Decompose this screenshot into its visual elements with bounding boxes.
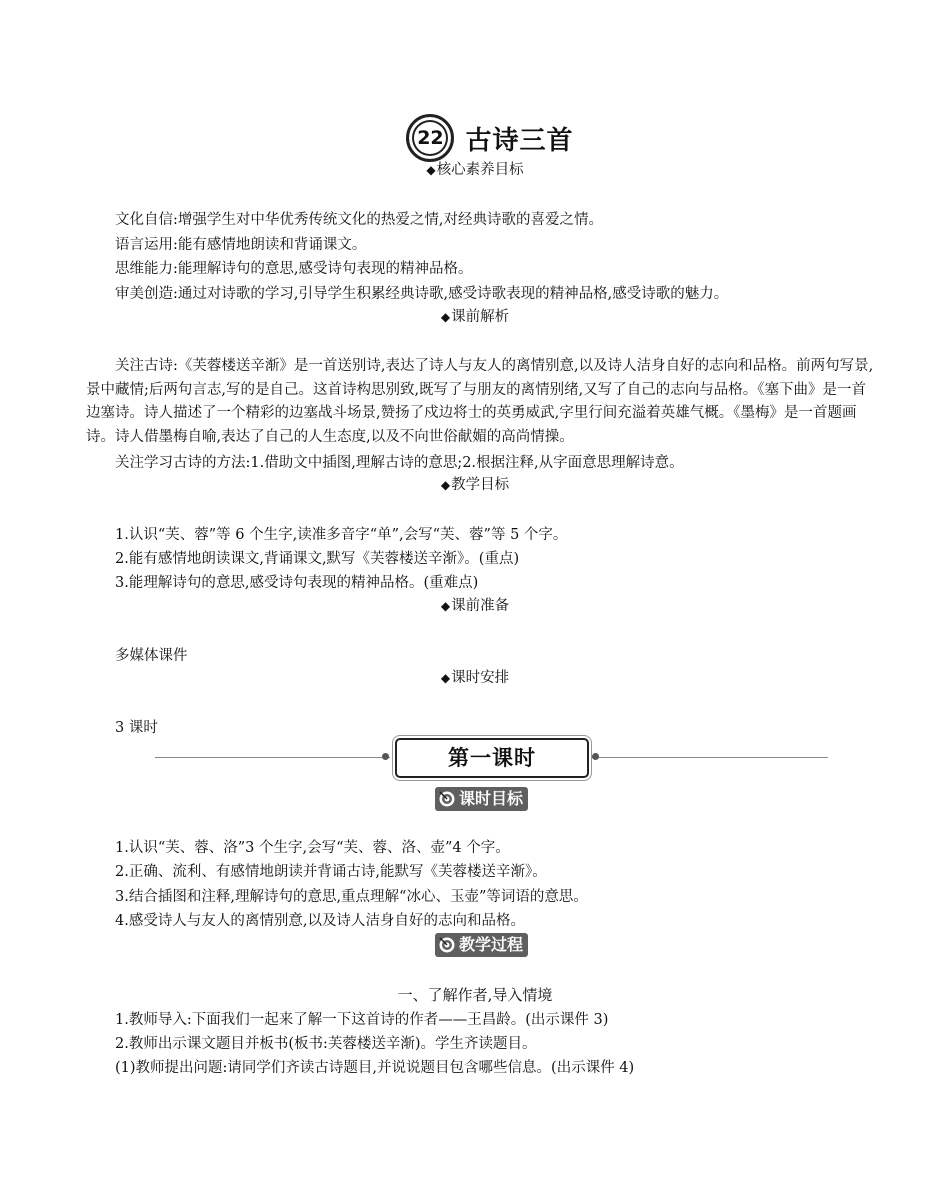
core-section-heading: ◆核心素养目标 <box>426 162 524 178</box>
core-goal-item: 文化自信:增强学生对中华优秀传统文化的热爱之情,对经典诗歌的喜爱之情。 <box>115 212 603 228</box>
target-icon <box>437 789 457 809</box>
core-goal-item: 语言运用:能有感情地朗读和背诵课文。 <box>115 237 367 253</box>
divider-dot-right <box>592 753 599 760</box>
prelesson-method: 关注学习古诗的方法:1.借助文中插图,理解古诗的意思;2.根据注释,从字面意思理解诗意。 <box>115 455 684 471</box>
lesson-goal-item: 2.正确、流利、有感情地朗读并背诵古诗,能默写《芙蓉楼送辛渐》。 <box>115 864 547 880</box>
teaching-goal-item: 1.认识“芙、蓉”等 6 个生字,读准多音字“单”,会写“芙、蓉”等 5 个字。 <box>115 527 568 543</box>
diamond-bullet-icon: ◆ <box>440 310 451 324</box>
diamond-bullet-icon: ◆ <box>440 671 451 685</box>
core-goal-item: 思维能力:能理解诗句的意思,感受诗句表现的精神品格。 <box>115 261 473 277</box>
preparation-heading: ◆课前准备 <box>440 598 510 614</box>
process-line: (1)教师提出问题:请同学们齐读古诗题目,并说说题目包含哪些信息。(出示课件 4) <box>115 1060 635 1076</box>
core-goal-item: 审美创造:通过对诗歌的学习,引导学生积累经典诗歌,感受诗歌表现的精神品格,感受诗歌的魅力。 <box>115 286 729 302</box>
divider-right <box>592 757 828 758</box>
first-lesson-title: 第一课时 <box>395 738 589 778</box>
page-title: 古诗三首 <box>465 125 574 156</box>
process-line: 2.教师出示课文题目并板书(板书:芙蓉楼送辛渐)。学生齐读题目。 <box>115 1036 537 1052</box>
prelesson-heading: ◆课前解析 <box>440 309 510 325</box>
lesson-goal-item: 1.认识“芙、蓉、洛”3 个生字,会写“芙、蓉、洛、壶”4 个字。 <box>115 840 510 856</box>
teaching-goal-item: 2.能有感情地朗读课文,背诵课文,默写《芙蓉楼送辛渐》。(重点) <box>115 551 520 567</box>
target-icon <box>437 935 457 955</box>
lesson-goal-item: 3.结合插图和注释,理解诗句的意思,重点理解“冰心、玉壶”等词语的意思。 <box>115 889 588 905</box>
process-line: 1.教师导入:下面我们一起来了解一下这首诗的作者——王昌龄。(出示课件 3) <box>115 1012 609 1028</box>
lesson-goal-item: 4.感受诗人与友人的离情别意,以及诗人洁身自好的志向和品格。 <box>115 913 525 929</box>
schedule-content: 3 课时 <box>115 720 158 736</box>
teaching-process-badge: 教学过程 <box>435 933 528 957</box>
preparation-content: 多媒体课件 <box>115 648 188 664</box>
teaching-goals-heading: ◆教学目标 <box>440 477 510 493</box>
schedule-heading: ◆课时安排 <box>440 670 510 686</box>
lesson-number-badge: 22 <box>406 114 454 162</box>
lesson-goals-badge: 课时目标 <box>435 787 528 811</box>
diamond-bullet-icon: ◆ <box>440 599 451 613</box>
diamond-bullet-icon: ◆ <box>426 163 436 177</box>
divider-dot-left <box>382 753 389 760</box>
lesson-header <box>0 114 950 162</box>
teaching-goal-item: 3.能理解诗句的意思,感受诗句表现的精神品格。(重难点) <box>115 575 479 591</box>
process-section-title: 一、了解作者,导入情境 <box>397 986 553 1004</box>
diamond-bullet-icon: ◆ <box>440 478 451 492</box>
prelesson-paragraph: 关注古诗:《芙蓉楼送辛渐》是一首送别诗,表达了诗人与友人的离情别意,以及诗人洁身自好的志向和品格。前两句写景,景中藏情;后两句言志,写的是自己。这首诗构思别致,既写了与朋友的离情别绪,又写了自己的志向与品格。《塞下曲》是一首边塞诗。诗人描述了一个精彩的边塞战斗场景,赞扬了戍边将士的英勇威武,字里行间充溢着英雄气概。《墨梅》是一首题画诗。诗人借墨梅自喻,表达了自己的人生态度,以及不向世俗献媚的高尚情操。 <box>86 358 874 445</box>
divider-left <box>155 757 390 758</box>
